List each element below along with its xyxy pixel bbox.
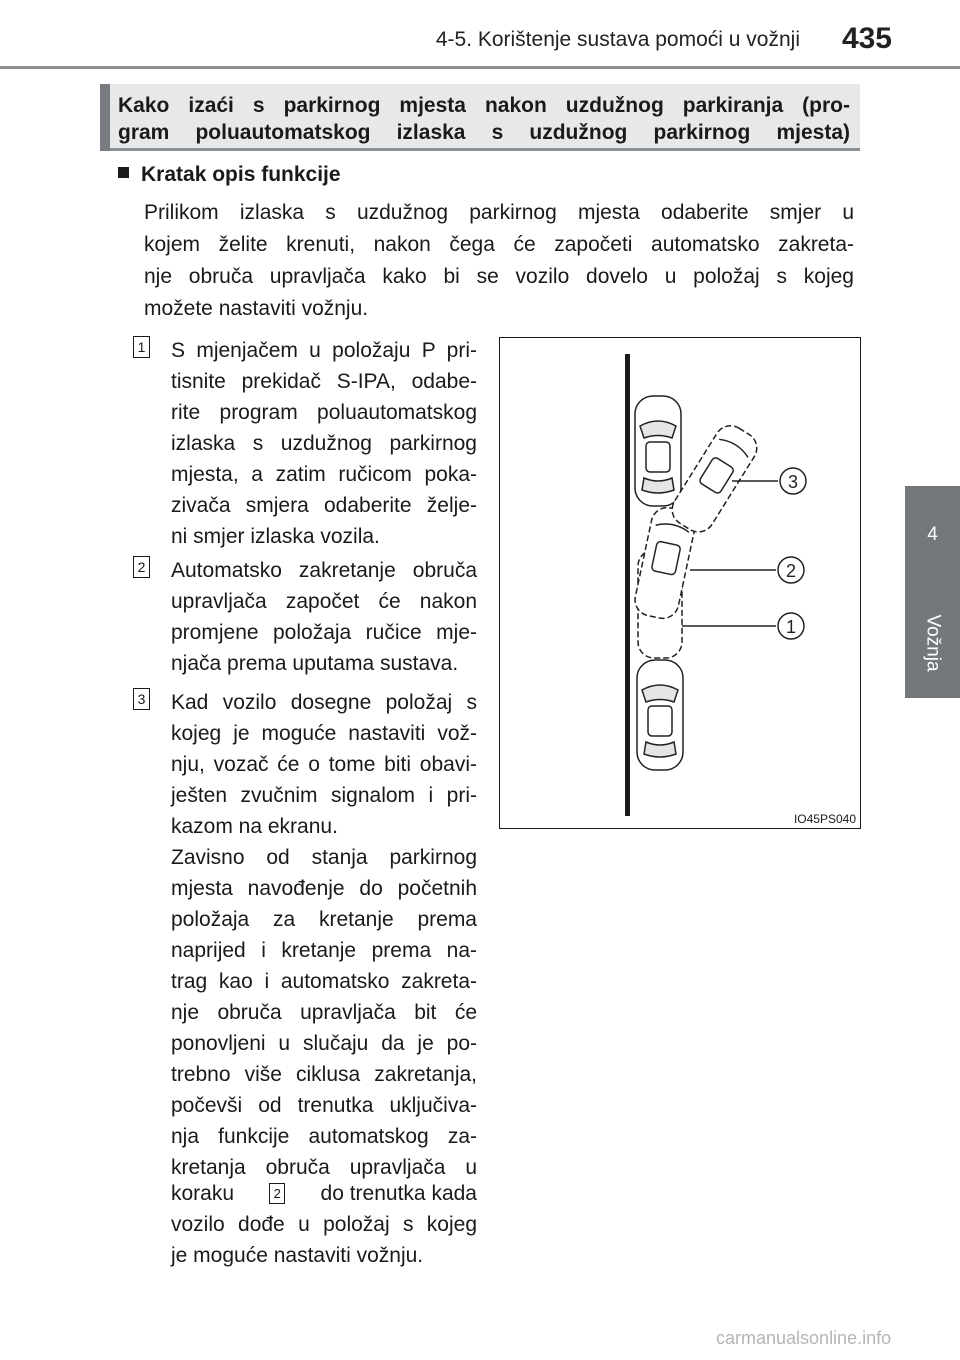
chapter-number: 4 [927, 524, 938, 545]
intro-line: kojem želite krenuti, nakon čega će započeti automatsko zakreta- [144, 233, 854, 256]
step-line-with-ref [171, 1181, 477, 1206]
diagram-illustration [500, 338, 860, 828]
step-line: kazom na ekranu. [171, 815, 338, 838]
chapter-tab[interactable] [905, 486, 960, 698]
step-text: do trenutka kada [320, 1182, 477, 1205]
step-line: izlaska s uzdužnog parkirnog [171, 432, 477, 455]
chapter-label: Vožnja [923, 614, 945, 672]
step-line: je moguće nastaviti vožnju. [171, 1244, 424, 1267]
bullet-square-icon [118, 167, 129, 178]
callout-label-2: 2 [785, 561, 797, 581]
step-line: upravljača započet će nakon [171, 590, 477, 613]
section-title-line: gram poluautomatskog izlaska s uzdužnog parkirnog mjesta) [118, 121, 850, 144]
step-line: promjene položaja ručice mje- [171, 621, 477, 644]
step-line: počevši od trenutka uključiva- [171, 1094, 477, 1117]
figure-code: IO45PS040 [793, 812, 856, 826]
intro-line: možete nastaviti vožnju. [144, 297, 369, 320]
step-line: ješten zvučnim signalom i pri- [171, 784, 477, 807]
step-line: ponovljeni u slučaju da je po- [171, 1032, 477, 1055]
step-line: nje obruča upravljača bit će [171, 1001, 477, 1024]
subheading-text: Kratak opis funkcije [141, 163, 341, 186]
step-line: Automatsko zakretanje obruča [171, 559, 477, 582]
step-line: ni smjer izlaska vozila. [171, 525, 380, 548]
step-line: trebno više ciklusa zakretanja, [171, 1063, 477, 1086]
running-header: 4-5. Korištenje sustava pomoći u vožnji [435, 28, 800, 51]
step-line: zivača smjera odaberite želje- [171, 494, 477, 517]
step-line: Kad vozilo dosegne položaj s [171, 691, 477, 714]
step-marker-2: 2 [133, 556, 150, 578]
step-line: nja funkcije automatskog za- [171, 1125, 477, 1148]
curb-line [625, 354, 630, 816]
step-line: nju, vozač će o tome biti obavi- [171, 753, 477, 776]
header-rule [0, 66, 960, 69]
intro-line: Prilikom izlaska s uzdužnog parkirnog mjesta odaberite smjer u [144, 201, 854, 224]
chapter-label-wrap [907, 598, 959, 688]
section-title-bar [100, 84, 110, 151]
step-line: rite program poluautomatskog [171, 401, 477, 424]
parking-exit-diagram [499, 337, 861, 829]
step-line: trag kao i automatsko zakreta- [171, 970, 477, 993]
section-title-line: Kako izaći s parkirnog mjesta nakon uzdužnog parkiranja (pro- [118, 94, 850, 117]
page-number: 435 [841, 22, 892, 55]
inline-step-marker: 2 [269, 1183, 285, 1204]
step-marker-3: 3 [133, 688, 150, 710]
step-line: položaja za kretanje prema [171, 908, 477, 931]
step-line: kretanja obruča upravljača u [171, 1156, 477, 1179]
watermark: carmanualsonline.info [716, 1328, 892, 1348]
step-line: njača prema uputama sustava. [171, 652, 459, 675]
parked-car-rear [637, 660, 683, 770]
intro-line: nje obruča upravljača kako bi se vozilo dovelo u položaj s kojeg [144, 265, 854, 288]
step-marker-1: 1 [133, 336, 150, 358]
step-line: naprijed i kretanje prema na- [171, 939, 477, 962]
step-line: mjesta navođenje do početnih [171, 877, 477, 900]
step-line: tisnite prekidač S-IPA, odabe- [171, 370, 477, 393]
step-text: koraku [171, 1182, 235, 1205]
step-line: S mjenjačem u položaju P pri- [171, 339, 477, 362]
step-line: vozilo dođe u položaj s kojeg [171, 1213, 477, 1236]
step-line: kojeg je moguće nastaviti vož- [171, 722, 477, 745]
section-title-box [100, 84, 860, 151]
parked-car-front [635, 396, 681, 506]
step-line: Zavisno od stanja parkirnog [171, 846, 477, 869]
callout-label-3: 3 [787, 472, 799, 492]
subheading [118, 163, 341, 187]
step-line: mjesta, a zatim ručicom poka- [171, 463, 477, 486]
callout-label-1: 1 [785, 617, 797, 637]
